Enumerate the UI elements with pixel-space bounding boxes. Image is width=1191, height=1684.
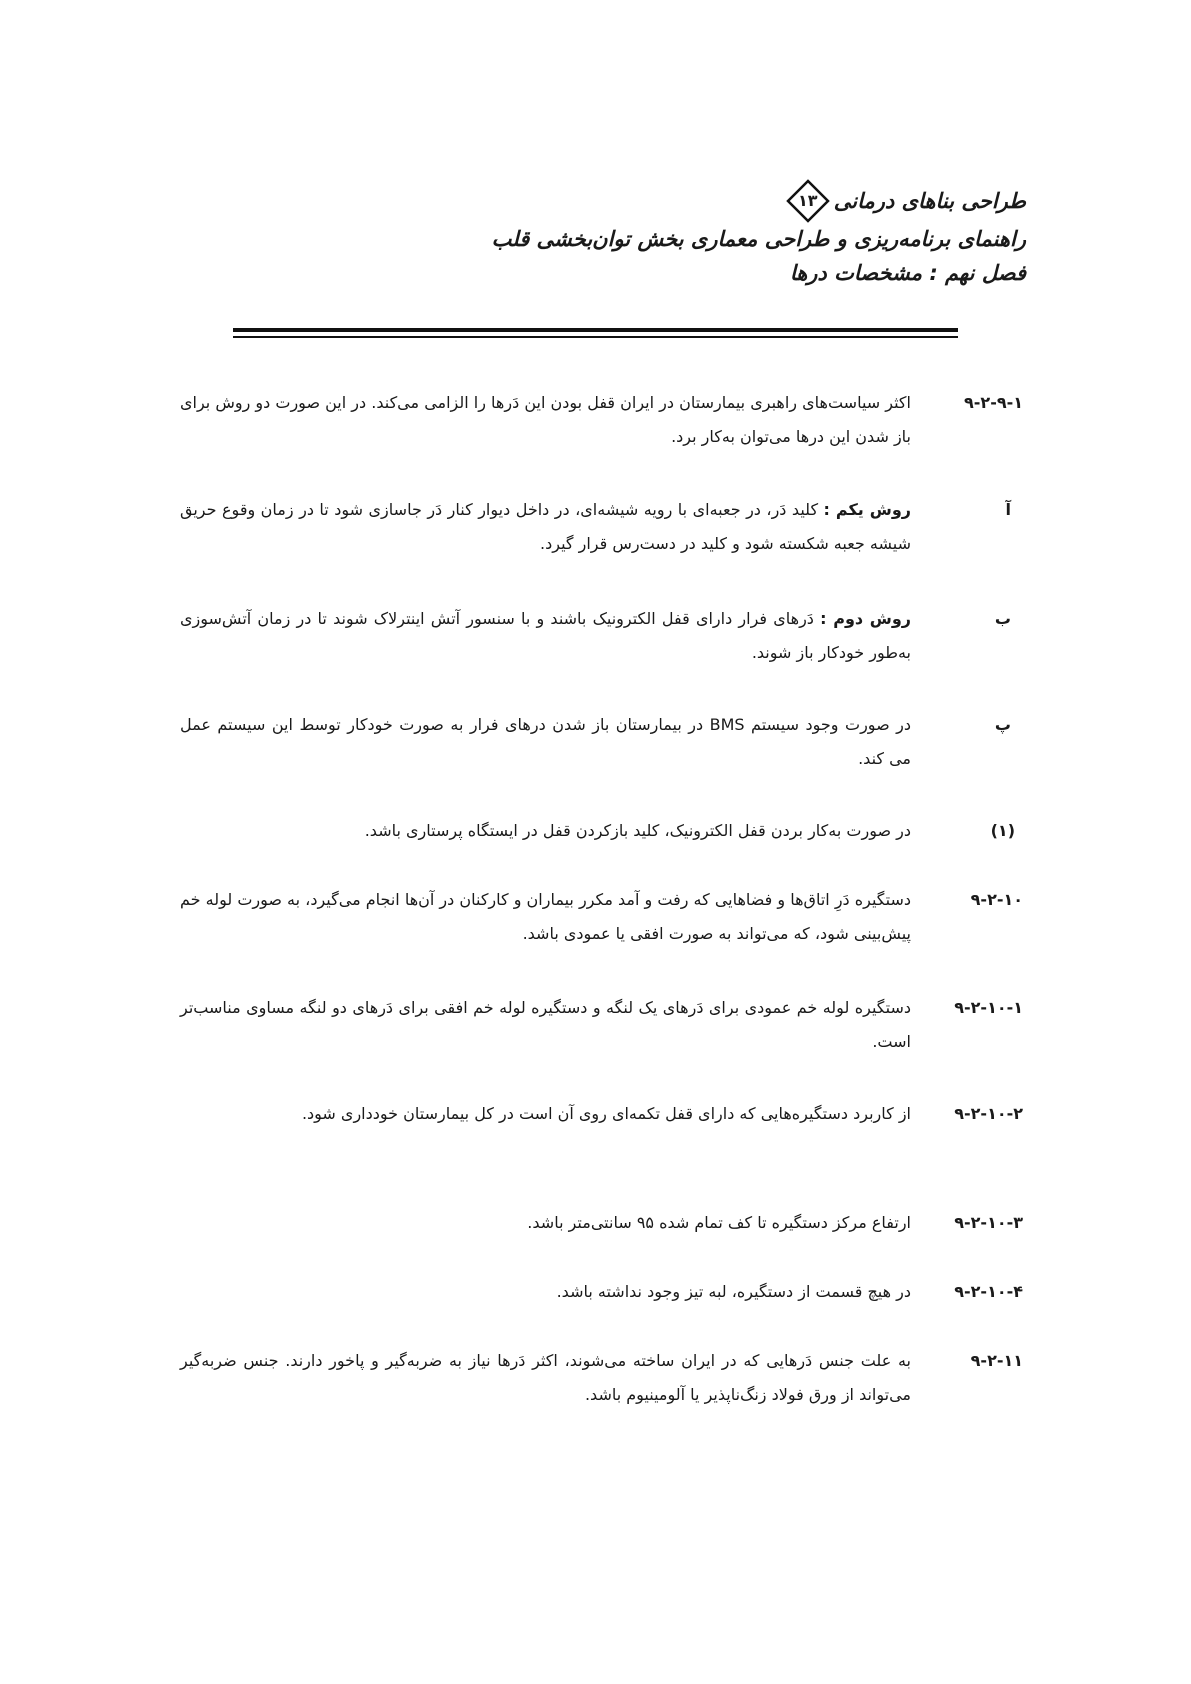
header-chapter-title: فصل نهم : مشخصات درها — [789, 261, 1026, 285]
clause-number: ۹-۲-۱۰-۱ — [954, 998, 1023, 1017]
clause-text: دستگیره دَرِ اتاق‌ها و فضاهایی که رفت و آمد مکرر بیماران و کارکنان در آن‌ها انجام می‌گیرد، به صورت لوله خم پیش‌بینی شود، که می‌تواند به صورت افقی یا عمودی باشد. — [180, 890, 911, 943]
clause-text: دستگیره لوله خم عمودی برای دَرهای یک لنگه و دستگیره لوله خم افقی برای دَرهای دو لنگه مساوی مناسب‌تر است. — [180, 998, 911, 1051]
header-series-title: طراحی بناهای درمانی — [833, 189, 1026, 213]
series-number: ۱۳ — [798, 191, 818, 210]
clause-text: اکثر سیاست‌های راهبری بیمارستان در ایران قفل بودن این دَرها را الزامی می‌کند. در این صورت دو روش برای باز شدن این درها می‌توان به‌کار برد. — [180, 393, 911, 446]
clause-number: ۹-۲-۹-۱ — [964, 393, 1023, 412]
clause-number: پ — [994, 715, 1011, 734]
clause-text: به علت جنس دَرهایی که در ایران ساخته می‌شوند، اکثر دَرها نیاز به ضربه‌گیر و پاخور دارند. جنس ضربه‌گیر می‌تواند از ورق فولاد زنگ‌ناپذیر یا آلومینیوم باشد. — [180, 1351, 911, 1404]
clause-number: آ — [1005, 500, 1011, 519]
clause-text: در صورت وجود سیستم BMS در بیمارستان باز شدن درهای فرار به صورت خودکار توسط این سیستم عمل می کند. — [180, 715, 912, 768]
clause-number: ۹-۲-۱۰-۲ — [954, 1104, 1023, 1123]
clause-text: از کاربرد دستگیره‌هایی که دارای قفل تکمه‌ای روی آن است در کل بیمارستان خودداری شود. — [301, 1104, 911, 1123]
clause-number: (۱) — [990, 821, 1015, 840]
clause-lead: روش یکم : — [823, 500, 911, 519]
clause-number: ۹-۲-۱۰ — [970, 890, 1023, 909]
clause-number: ب — [994, 609, 1011, 628]
clause-number: ۹-۲-۱۰-۴ — [954, 1282, 1023, 1301]
clause-text: در هیچ قسمت از دستگیره، لبه تیز وجود نداشته باشد. — [556, 1282, 911, 1301]
clause-body: دَرهای فرار دارای قفل الکترونیک باشند و با سنسور آتش اینترلاک شوند تا در زمان آتش‌سوزی به‌طور خودکار باز شوند. — [180, 609, 911, 662]
clause-number: ۹-۲-۱۰-۳ — [954, 1213, 1023, 1232]
clause-number: ۹-۲-۱۱ — [970, 1351, 1023, 1370]
clause-text — [180, 493, 911, 561]
header-guide-title: راهنمای برنامه‌ریزی و طراحی معماری بخش توان‌بخشی قلب — [491, 227, 1026, 251]
clause-lead: روش دوم : — [820, 609, 912, 628]
clause-text — [180, 602, 911, 670]
clause-text: ارتفاع مرکز دستگیره تا کف تمام شده ۹۵ سانتی‌متر باشد. — [527, 1213, 911, 1232]
clause-text: در صورت به‌کار بردن قفل الکترونیک، کلید بازکردن قفل در ایستگاه پرستاری باشد. — [364, 821, 911, 840]
clause-body: کلید دَر، در جعبه‌ای با رویه شیشه‌ای، در داخل دیوار کنار دَر جاسازی شود تا در زمان وقوع حریق شیشه جعبه شکسته شود و کلید در دست‌رس قرار گیرد. — [180, 500, 911, 553]
